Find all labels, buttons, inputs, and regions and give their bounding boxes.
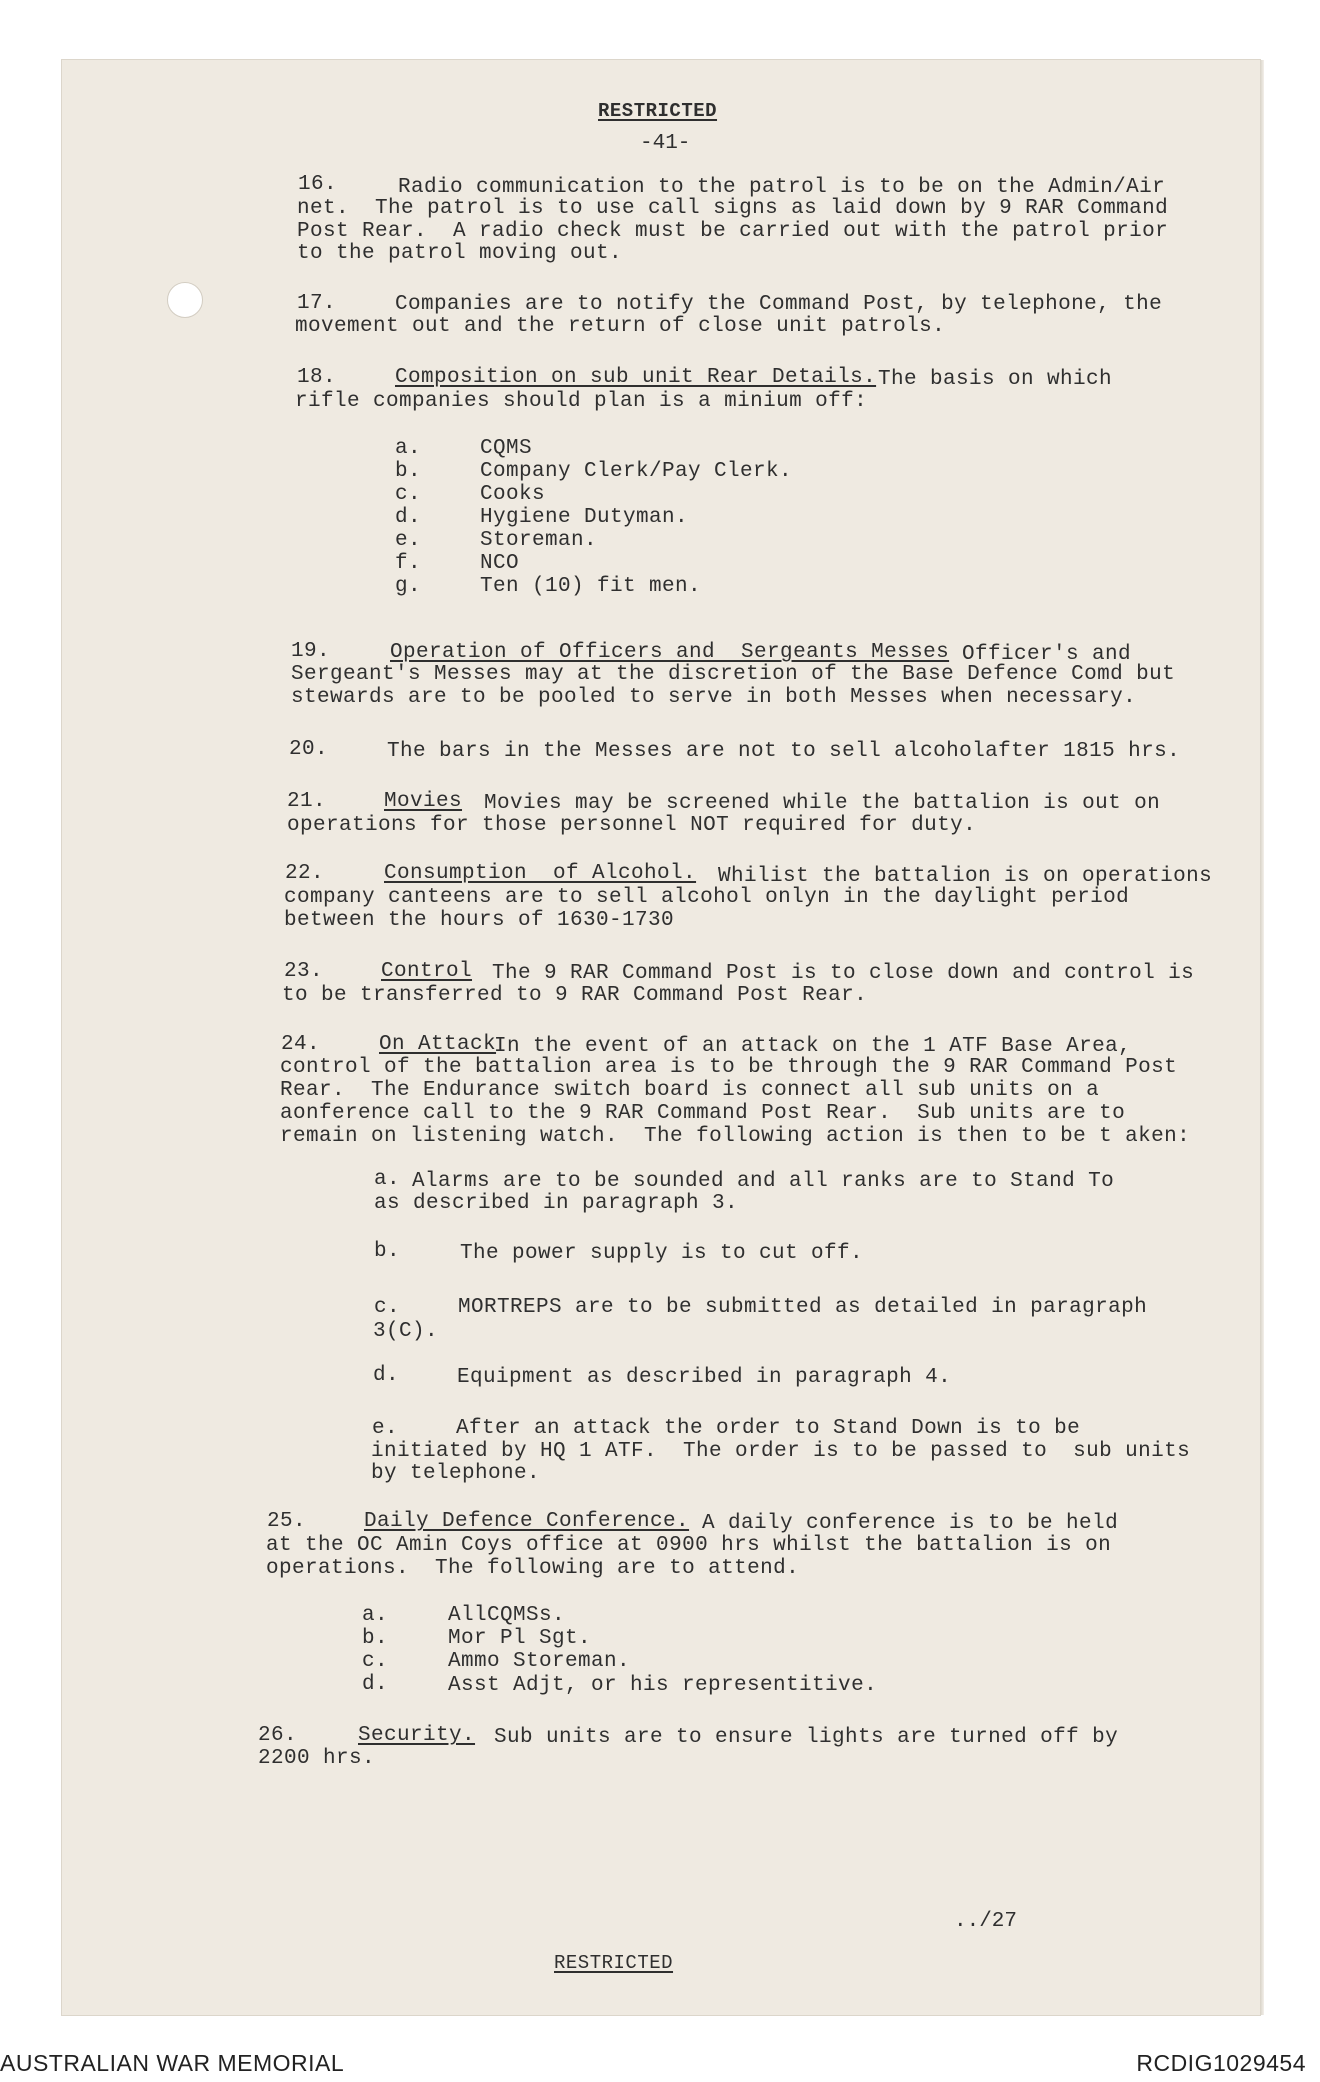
para-text: Rear. The Endurance switch board is connect all sub units on a bbox=[280, 1079, 1100, 1102]
list-letter: e. bbox=[372, 1417, 399, 1440]
para-number: 21. bbox=[287, 790, 327, 813]
list-letter: b. bbox=[395, 460, 422, 483]
para-text: The bars in the Messes are not to sell alcoholafter 1815 hrs. bbox=[387, 740, 1181, 763]
para-number: 26. bbox=[258, 1724, 298, 1747]
para-text: to the patrol moving out. bbox=[297, 242, 623, 265]
para-text: Movies may be screened while the battalion is out on bbox=[484, 792, 1161, 815]
list-letter: d. bbox=[373, 1364, 400, 1387]
para-text: 2200 hrs. bbox=[258, 1747, 376, 1770]
list-letter: g. bbox=[395, 575, 422, 598]
para-heading: Daily Defence Conference. bbox=[364, 1510, 690, 1533]
para-number: 16. bbox=[298, 173, 338, 196]
list-letter: d. bbox=[395, 506, 422, 529]
para-text: In the event of an attack on the 1 ATF Base Area, bbox=[494, 1035, 1132, 1058]
archive-institution: AUSTRALIAN WAR MEMORIAL bbox=[0, 2050, 345, 2076]
para-text: rifle companies should plan is a minium off: bbox=[295, 390, 868, 413]
list-item: Alarms are to be sounded and all ranks are to Stand To bbox=[412, 1170, 1115, 1193]
list-item: 3(C). bbox=[373, 1320, 439, 1343]
para-text: at the OC Amin Coys office at 0900 hrs whilst the battalion is on bbox=[266, 1534, 1112, 1557]
list-item: Ammo Storeman. bbox=[448, 1650, 631, 1673]
para-text: to be transferred to 9 RAR Command Post Rear. bbox=[282, 984, 868, 1007]
punch-hole bbox=[167, 282, 203, 318]
list-item: The power supply is to cut off. bbox=[460, 1242, 864, 1265]
para-number: 17. bbox=[297, 292, 337, 315]
list-letter: a. bbox=[362, 1604, 389, 1627]
para-number: 24. bbox=[281, 1033, 321, 1056]
archive-footer bbox=[0, 2042, 1320, 2082]
list-letter: c. bbox=[362, 1650, 389, 1673]
classification-header: RESTRICTED bbox=[598, 100, 718, 122]
para-heading: Control bbox=[381, 960, 473, 983]
para-text: Radio communication to the patrol is to be on the Admin/Air bbox=[398, 176, 1166, 199]
document-page bbox=[62, 60, 1260, 2015]
list-item: Asst Adjt, or his representitive. bbox=[448, 1674, 878, 1697]
para-text: control of the battalion area is to be through the 9 RAR Command Post bbox=[280, 1056, 1178, 1079]
para-text: aonference call to the 9 RAR Command Post Rear. Sub units are to bbox=[280, 1102, 1126, 1125]
para-heading: Consumption of Alcohol. bbox=[384, 862, 697, 885]
para-text: remain on listening watch. The following action is then to be t aken: bbox=[280, 1125, 1191, 1148]
list-item: CQMS bbox=[480, 437, 533, 460]
page-number: -41- bbox=[640, 132, 691, 155]
para-text: Officer's and bbox=[962, 643, 1132, 666]
list-letter: b. bbox=[374, 1240, 401, 1263]
para-number: 22. bbox=[285, 862, 325, 885]
para-number: 23. bbox=[284, 960, 324, 983]
list-item: Mor Pl Sgt. bbox=[448, 1627, 592, 1650]
para-text: The 9 RAR Command Post is to close down and control is bbox=[492, 962, 1195, 985]
list-letter: a. bbox=[395, 437, 422, 460]
list-item: MORTREPS are to be submitted as detailed in paragraph bbox=[458, 1296, 1148, 1319]
para-heading: Operation of Officers and Sergeants Messes bbox=[390, 641, 950, 664]
para-text: company canteens are to sell alcohol onlyn in the daylight period bbox=[284, 886, 1130, 909]
list-letter: e. bbox=[395, 529, 422, 552]
classification-footer: RESTRICTED bbox=[554, 1952, 674, 1974]
para-text: The basis on which bbox=[878, 368, 1113, 391]
list-item: by telephone. bbox=[371, 1462, 541, 1485]
list-letter: c. bbox=[395, 483, 422, 506]
para-text: net. The patrol is to use call signs as laid down by 9 RAR Command bbox=[297, 197, 1169, 220]
list-item: Company Clerk/Pay Clerk. bbox=[480, 460, 793, 483]
para-text: Post Rear. A radio check must be carried out with the patrol prior bbox=[297, 220, 1169, 243]
list-item: After an attack the order to Stand Down is to be bbox=[456, 1417, 1081, 1440]
list-letter: d. bbox=[362, 1673, 389, 1696]
para-text: stewards are to be pooled to serve in both Messes when necessary. bbox=[291, 686, 1137, 709]
para-text: Companies are to notify the Command Post, by telephone, the bbox=[395, 293, 1163, 316]
continuation-marker: ../27 bbox=[954, 1910, 1018, 1933]
para-heading: Composition on sub unit Rear Details. bbox=[395, 366, 877, 389]
para-text: Whilist the battalion is on operations bbox=[718, 865, 1213, 888]
para-text: between the hours of 1630-1730 bbox=[284, 909, 675, 932]
list-letter: c. bbox=[374, 1296, 401, 1319]
para-number: 18. bbox=[297, 366, 337, 389]
para-text: A daily conference is to be held bbox=[702, 1512, 1119, 1535]
list-item: initiated by HQ 1 ATF. The order is to be passed to sub units bbox=[371, 1440, 1191, 1463]
para-text: Sub units are to ensure lights are turned off by bbox=[494, 1726, 1119, 1749]
list-item: Cooks bbox=[480, 483, 546, 506]
para-number: 19. bbox=[291, 640, 331, 663]
para-heading: Movies bbox=[384, 790, 463, 813]
list-item: Hygiene Dutyman. bbox=[480, 506, 689, 529]
para-heading: On Attack bbox=[379, 1033, 497, 1056]
para-text: movement out and the return of close unit patrols. bbox=[295, 315, 946, 338]
list-item: AllCQMSs. bbox=[448, 1604, 566, 1627]
list-item: Ten (10) fit men. bbox=[480, 575, 702, 598]
list-letter: a. bbox=[374, 1168, 401, 1191]
list-item: Equipment as described in paragraph 4. bbox=[457, 1366, 952, 1389]
para-number: 25. bbox=[267, 1510, 307, 1533]
list-letter: f. bbox=[395, 552, 422, 575]
archive-reference: RCDIG1029454 bbox=[1136, 2050, 1306, 2076]
para-heading: Security. bbox=[358, 1724, 476, 1747]
para-number: 20. bbox=[289, 738, 329, 761]
list-item: Storeman. bbox=[480, 529, 598, 552]
list-item: as described in paragraph 3. bbox=[374, 1192, 739, 1215]
list-letter: b. bbox=[362, 1627, 389, 1650]
para-text: Sergeant's Messes may at the discretion of the Base Defence Comd but bbox=[291, 663, 1176, 686]
para-text: operations for those personnel NOT required for duty. bbox=[287, 814, 977, 837]
list-item: NCO bbox=[480, 552, 520, 575]
para-text: operations. The following are to attend. bbox=[266, 1557, 800, 1580]
